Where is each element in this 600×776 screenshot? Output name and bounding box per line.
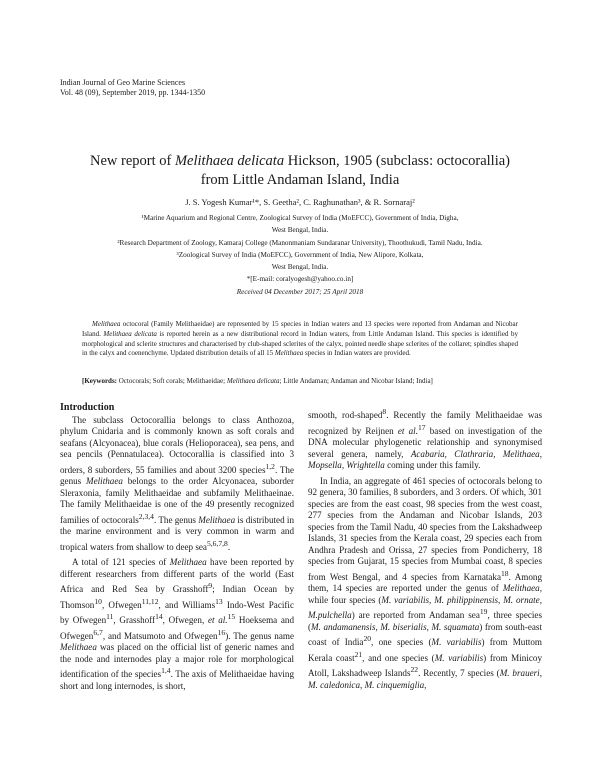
left-column [60, 402, 294, 696]
citation: 5,6,7,8 [206, 538, 228, 548]
title-text: New report of [90, 153, 175, 169]
intro-paragraph-1: The subclass Octocorallia belongs to class Anthozoa, phylum Cnidaria and is commonly known as soft corals and seafans (Alcyonacea), blue corals (Helioporacea), sea pens, and sea pencils (Pennatulacea). Octocorallia is classified into 3 orders, 8 suborders, 55 families and about 3200 species$^{1,2}$. The genus Melithaea belongs to the order Alcyonacea, suborder Sleraxonia, family Melithaeidae and subfamily Melithaeinae. The family Melithaeidae is one of the 49 presently recognized families of octocorals$^{2,3,4}$. The genus Melithaea is distributed in the marine environment and is very common in warm and tropical waters from shallow to deep sea$^{5,6,7,8}$. [60, 414, 294, 552]
keywords-text: Octocorals; Soft corals; Melithaeidae; [117, 377, 227, 385]
right-paragraph-2: In India, an aggregate of 461 species of octocorals belong to 92 genera, 30 families, 8 suborders, and 3 orders. Of which, 301 species are from the east coast, 98 species from the west coast, 277 species from the Andaman and Nicobar Islands, 203 species from the Tamil Nadu, 40 species from the Lakshadweep Islands, 31 species from the Kerala coast, 29 species each from Andhra Pradesh and Orissa, 27 species from Pondicherry, 18 species from Gujarat, 15 species from Mumbai coast, 8 species from West Bengal, and 4 species from Karnataka$^{18}$. Among them, 14 species are reported under the genus of Melithaea, while four species (M. variabilis, M. philippinensis, M. ornate, M.pulchella) are reported from Andaman sea$^{19}$, three species (M. andamanensis, M. biserialis, M. squamata) from south-east coast of India$^{20}$, one species (M. variabilis) from Muttom Kerala coast$^{21}$, and one species (M. variabilis) from Minicoy Atoll, Lakshadweep Islands$^{22}$. Recently, 7 species (M. braueri, M. caledonica, M. cinquemiglia, [308, 475, 543, 690]
citation: 10 [94, 596, 102, 606]
citation: 6,7 [93, 627, 103, 637]
citation: 8 [382, 407, 387, 416]
citation: 1,4 [161, 666, 171, 676]
citation: 17 [417, 422, 426, 432]
paper-title [40, 152, 560, 190]
abstract-text: is reported herein as a new distributional record in Indian waters, from Little Andaman Island. This species is identified by morphological and sclerite structures and characterised by club-shaped sclerites of the calyx, pointed needle shape sclerites of the collaret; spindles shaped in the calyx and coenenchyme. Updated distribution details of all 15 [82, 329, 518, 358]
corresponding-email: *[E-mail: coralyogesh@yahoo.co.in] [246, 275, 354, 284]
keywords-text: ; Little Andaman; Andaman and Nicobar Island; India] [279, 377, 433, 385]
journal-name: Indian Journal of Geo Marine Sciences [60, 78, 186, 87]
citation: 1,2 [265, 461, 275, 471]
citation: 15 [227, 612, 236, 622]
affiliation-line: West Bengal, India. [271, 226, 329, 235]
citation: 19 [479, 607, 488, 617]
title-line-2: from Little Andaman Island, India [200, 172, 400, 188]
right-column [308, 406, 542, 695]
abstract-species: Melithaea delicata [103, 329, 157, 338]
citation: 2,3,4 [138, 511, 154, 521]
title-species: Melithaea delicata [174, 153, 285, 169]
citation: 21 [354, 649, 363, 659]
affiliation-line: ³Zoological Survey of India (MoEFCC), Government of India, New Alipore, Kolkata, [176, 250, 424, 259]
citation: 18 [501, 568, 509, 578]
affiliation-line: West Bengal, India. [271, 263, 329, 272]
abstract-genus: Melithaea [274, 349, 304, 358]
affiliation-line: ²Research Department of Zoology, Kamaraj College (Manonmaniam Sundaranar University), Thoothukudi, Tamil Nadu, India. [117, 238, 483, 247]
intro-paragraph-2: A total of 121 species of Melithaea have been reported by different researchers from different parts of the world (East Africa and Red Sea by Grasshoff$^9$; Indian Ocean by Thomson$^{10}$, Ofwegen$^{11,12}$, and Williams$^{13}$ Indo-West Pacific by Ofwegen$^{11}$, Grasshoff$^{14}$, Ofwegen, et al.$^{15}$ Hoeksema and Ofwegen$^{6,7}$, and Matsumoto and Ofwegen$^{16}$). The genus name Melithaea was placed on the official list of generic names and the node and internodes play a major role for morphological identification of the species$^{1,4}$. The axis of Melithaeidae having short and long internodes, is short, [60, 557, 295, 691]
citation: 11,12 [141, 596, 159, 606]
citation: 11 [106, 612, 114, 622]
affiliations [60, 212, 540, 298]
citation: 20 [363, 634, 372, 644]
journal-volume: Vol. 48 (09), September 2019, pp. 1344-1350 [60, 88, 206, 97]
citation: 9 [208, 581, 213, 591]
keywords [82, 376, 518, 386]
received-date: Received 04 December 2017; 25 April 2018 [236, 287, 364, 296]
citation: 14 [155, 612, 163, 622]
author-list: J. S. Yogesh Kumar¹*, S. Geetha², C. Raghunathan³, & R. Sornaraj² [185, 197, 415, 207]
keywords-species: Melithaea delicata [226, 377, 280, 385]
affiliation-line: ¹Marine Aquarium and Regional Centre, Zoological Survey of India (MoEFCC), Government of India, Digha, [141, 214, 459, 222]
citation: 13 [215, 596, 223, 606]
right-paragraph-1: smooth, rod-shaped$^8$. Recently the family Melithaeidae was recognized by Reijnen et al.$^{17}$ based on investigation of the DNA molecular phylogenetic relationship and synonymised several genera, namely, Acabaria, Clathraria, Melithaea, Mopsella, Wrightella coming under this family. [308, 407, 542, 471]
citation: 16 [217, 627, 226, 637]
citation: 22 [410, 665, 419, 675]
abstract-text: species in Indian waters are provided. [303, 349, 411, 358]
journal-header [60, 78, 205, 98]
abstract-genus: Melithaea [92, 320, 121, 328]
keywords-label: [Keywords: [82, 377, 117, 385]
abstract [82, 320, 518, 359]
abstract-text: octocoral (Family Melithaeidae) are represented by 15 species in Indian waters and 13 species were reported from Andaman and Nicobar Island. [82, 320, 518, 338]
title-text-2: Hickson, 1905 (subclass: octocorallia) [284, 153, 510, 169]
section-heading-introduction: Introduction [60, 402, 115, 413]
